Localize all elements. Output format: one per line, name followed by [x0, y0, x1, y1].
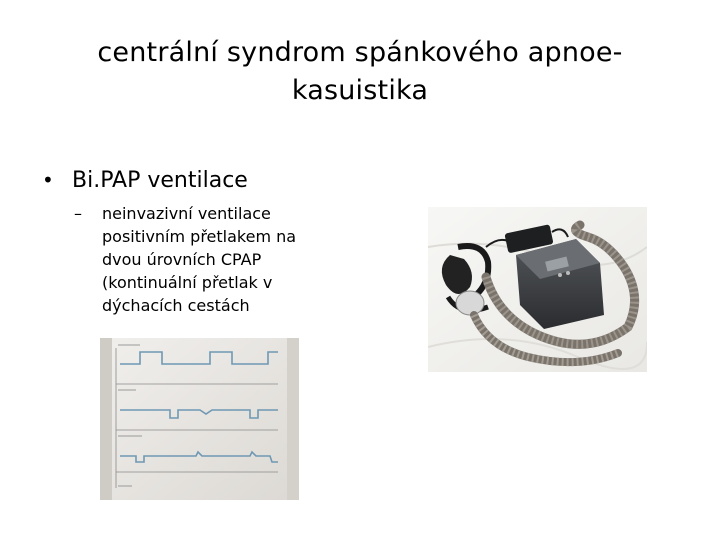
slide-title: [40, 34, 680, 110]
sub-bullet-line: neinvazivní ventilace: [102, 204, 271, 223]
title-line-2: kasuistika: [291, 75, 429, 106]
bullet-marker: •: [42, 168, 54, 192]
bipap-device-photo: [428, 207, 647, 372]
sub-bullet-marker: –: [74, 204, 82, 223]
sub-bullet-text: [102, 202, 296, 317]
bullet-item: [42, 165, 248, 196]
sub-bullet-line: (kontinuální přetlak v: [102, 273, 273, 292]
sub-bullet-line: dvou úrovních CPAP: [102, 250, 262, 269]
sub-bullet-item: [74, 202, 364, 317]
sub-bullet-line: positivním přetlakem na: [102, 227, 297, 246]
sub-bullet-line: dýchacích cestách: [102, 296, 250, 315]
title-line-1: centrální syndrom spánkového apnoe-: [97, 37, 623, 68]
pressure-waveform-photo: [100, 338, 299, 500]
bullet-text: Bi.PAP ventilace: [72, 168, 248, 193]
